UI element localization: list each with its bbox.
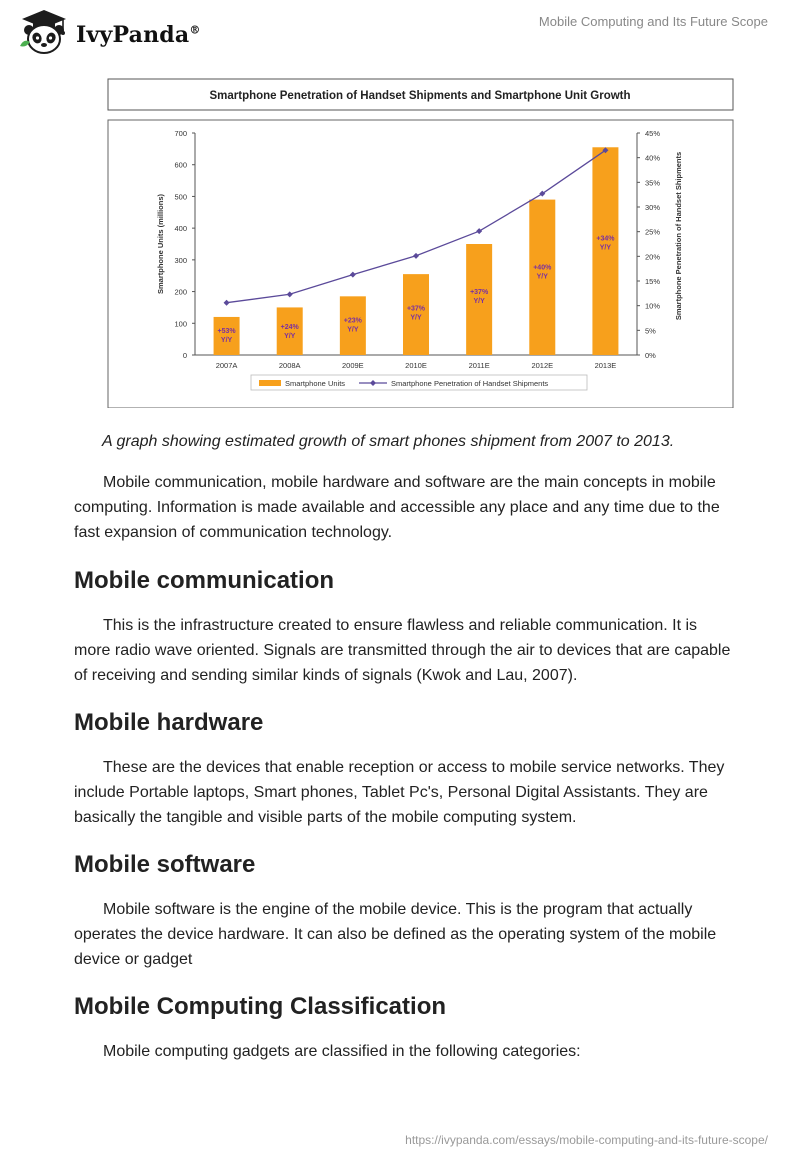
chart	[107, 78, 734, 408]
x-tick-label: 2011E	[468, 361, 490, 370]
y-tick-label: 500	[174, 192, 187, 202]
panda-logo-icon	[18, 8, 70, 61]
logo-text: IvyPanda®	[76, 21, 201, 48]
y2-tick-label: 25%	[645, 227, 661, 237]
x-tick-label: 2013E	[594, 361, 617, 370]
x-tick-label: 2008A	[278, 361, 301, 370]
bar-data-label: Y/Y	[599, 244, 612, 252]
bar-data-label: +40%	[533, 264, 552, 272]
y2-tick-label: 20%	[645, 252, 661, 262]
y2-tick-label: 45%	[645, 129, 661, 138]
x-tick-label: 2009E	[342, 361, 364, 370]
bar-data-label: +37%	[470, 288, 489, 296]
y2-tick-label: 0%	[645, 351, 656, 360]
y-tick-label: 600	[174, 160, 187, 170]
y-tick-label: 400	[174, 224, 187, 234]
source-url[interactable]: https://ivypanda.com/essays/mobile-computing-and-its-future-scope/	[405, 1133, 768, 1147]
y-tick-label: 100	[174, 319, 187, 329]
page-header	[0, 0, 800, 70]
bar-data-label: +37%	[406, 305, 426, 313]
legend-swatch-bars	[259, 380, 281, 386]
section-paragraph: These are the devices that enable reception or access to mobile service networks. They include Portable laptops, Smart phones, Tablet Pc's, Personal Digital Assistants. They are basically the tangible and visible parts of the mobile computing system.	[74, 759, 725, 826]
chart-figure	[107, 78, 734, 408]
document-title: Mobile Computing and Its Future Scope	[538, 14, 768, 29]
section-paragraph: Mobile computing gadgets are classified in the following categories:	[103, 1043, 581, 1060]
bar-data-label: +34%	[596, 235, 615, 243]
x-tick-label: 2007A	[215, 361, 238, 370]
y-axis-label: Smartphone Units (millions)	[156, 193, 165, 295]
section-heading: Mobile Computing Classification	[74, 993, 447, 1020]
bar-data-label: Y/Y	[220, 337, 233, 344]
section-heading: Mobile hardware	[74, 709, 264, 736]
bar-data-label: Y/Y	[473, 297, 485, 305]
x-tick-label: 2010E	[405, 361, 427, 370]
bar-data-label: Y/Y	[347, 326, 359, 334]
bar	[277, 307, 303, 355]
intro-paragraph: Mobile communication, mobile hardware and software are the main concepts in mobile computing. Information is made available and accessible any place and any time due to the fast expansion of communication technology.	[74, 474, 720, 541]
legend-label: Smartphone Penetration of Handset Shipments	[391, 379, 549, 388]
bar-data-label: Y/Y	[536, 273, 548, 281]
section-paragraph: This is the infrastructure created to ensure flawless and reliable communication. It is more radio wave oriented. Signals are transmitted through the air to devices that are capable of receiving and sending similar kinds of signals (Kwok and Lau, 2007).	[74, 617, 731, 684]
bar-data-label: +23%	[343, 317, 362, 325]
bar	[340, 296, 366, 355]
logo[interactable]	[18, 8, 201, 61]
y2-tick-label: 35%	[645, 178, 661, 188]
y-tick-label: 300	[174, 255, 187, 265]
bar-data-label: Y/Y	[284, 332, 296, 340]
y-tick-label: 0	[182, 351, 187, 360]
section-heading: Mobile communication	[74, 567, 335, 594]
y2-tick-label: 30%	[645, 203, 661, 212]
section-heading: Mobile software	[74, 851, 256, 878]
article-body	[74, 470, 734, 1064]
legend-label: Smartphone Units	[285, 379, 346, 388]
section-paragraph: Mobile software is the engine of the mobile device. This is the program that actually operates the device hardware. It can also be defined as the operating system of the mobile device or gadget	[74, 901, 717, 968]
y2-tick-label: 10%	[645, 301, 661, 311]
chart-title: Smartphone Penetration of Handset Shipments and Smartphone Unit Growth	[209, 90, 631, 102]
y2-tick-label: 40%	[645, 153, 661, 163]
y-tick-label: 700	[174, 129, 187, 138]
bar-data-label: +53%	[217, 328, 236, 335]
bar-data-label: +24%	[280, 323, 299, 331]
y-tick-label: 200	[174, 287, 187, 297]
x-tick-label: 2012E	[531, 361, 554, 370]
bar	[214, 317, 240, 355]
bar-data-label: Y/Y	[410, 314, 422, 322]
y2-tick-label: 5%	[645, 326, 656, 336]
figure-caption: A graph showing estimated growth of smart phones shipment from 2007 to 2013.	[102, 433, 675, 450]
y2-axis-label: Smartphone Penetration of Handset Shipments	[674, 151, 683, 321]
y2-tick-label: 15%	[645, 277, 661, 286]
